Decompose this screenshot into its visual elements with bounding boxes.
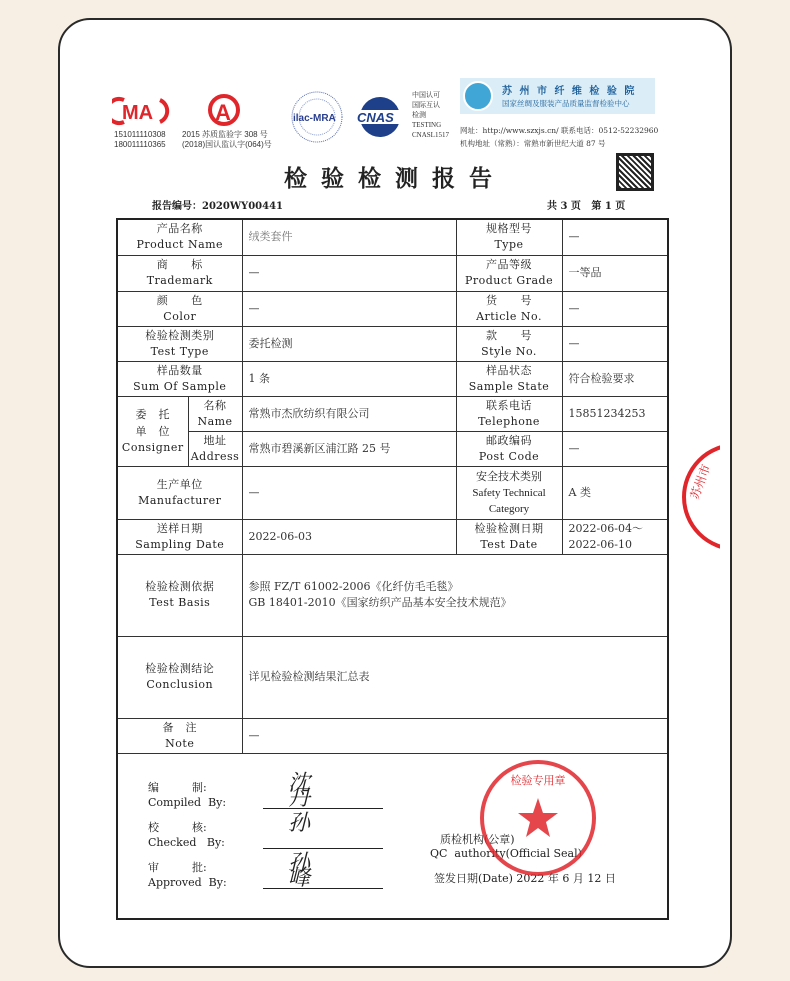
checked-by: 校 核: Checked By: 孙 xyxy=(148,820,225,850)
cnas-logo xyxy=(356,96,404,142)
style-value: — xyxy=(562,326,668,361)
safety-value: A 类 xyxy=(562,466,668,519)
safety-label: 安全技术类别 Safety Technical Category xyxy=(456,466,562,519)
post-code-label: 邮政编码 Post Code xyxy=(456,431,562,466)
report-table xyxy=(116,218,669,920)
report-number: 报告编号：2020WY00441 xyxy=(152,201,283,212)
cal-logo xyxy=(200,92,248,132)
consigner-address-value: 常熟市碧溪新区浦江路 25 号 xyxy=(242,431,456,466)
institute-banner xyxy=(460,78,655,114)
svg-text:MA: MA xyxy=(122,102,154,124)
note-label: 备 注 Note xyxy=(117,718,242,753)
institute-name: 苏 州 市 纤 维 检 验 院 xyxy=(502,86,637,97)
product-name-label: 产品名称 Product Name xyxy=(117,219,242,255)
cal-lines: 2015 苏质监验字 308 号 (2018)国认监认字(064)号 xyxy=(182,130,272,149)
cma-codes: 151011110308 180011110365 xyxy=(114,130,166,149)
article-value: — xyxy=(562,291,668,326)
telephone-value: 15851234253 xyxy=(562,396,668,431)
trademark-label: 商 标 Trademark xyxy=(117,255,242,291)
style-label: 款 号 Style No. xyxy=(456,326,562,361)
svg-text:A: A xyxy=(215,100,231,125)
sample-sum-value: 1 条 xyxy=(242,361,456,396)
cma-logo xyxy=(112,96,172,130)
test-type-label: 检验检测类别 Test Type xyxy=(117,326,242,361)
test-date-label: 检验检测日期 Test Date xyxy=(456,519,562,554)
color-value: — xyxy=(242,291,456,326)
institute-subname: 国家丝绸及服装产品质量监督检验中心 xyxy=(502,99,630,108)
consigner-name-value: 常熟市杰欣纺织有限公司 xyxy=(242,396,456,431)
compiled-by: 编 制: Compiled By: 沈丹 xyxy=(148,780,226,810)
page-count: 共 3 页 第 1 页 xyxy=(547,201,626,212)
spec-value: — xyxy=(562,219,668,255)
conclusion-value: 详见检验检测结果汇总表 xyxy=(242,636,668,718)
post-code-value: — xyxy=(562,431,668,466)
grade-value: 一等品 xyxy=(562,255,668,291)
trademark-value: — xyxy=(242,255,456,291)
manufacturer-value: — xyxy=(242,466,456,519)
sampling-date-value: 2022-06-03 xyxy=(242,519,456,554)
sampling-date-label: 送样日期 Sampling Date xyxy=(117,519,242,554)
sample-sum-label: 样品数量 Sum Of Sample xyxy=(117,361,242,396)
page-title: 检验检测报告 xyxy=(284,166,506,192)
svg-text:CNAS: CNAS xyxy=(357,110,394,125)
test-type-value: 委托检测 xyxy=(242,326,456,361)
test-basis-value: 参照 FZ/T 61002-2006《化纤仿毛毛毯》 GB 18401-2010《国家纺织产品基本安全技术规范》 xyxy=(242,554,668,636)
note-value: — xyxy=(242,718,668,753)
approved-by: 审 批: Approved By: 孙峰 xyxy=(148,860,227,890)
signature-block xyxy=(117,753,668,919)
official-seal xyxy=(478,758,598,878)
telephone-label: 联系电话 Telephone xyxy=(456,396,562,431)
svg-text:苏州市: 苏州市 xyxy=(687,462,714,502)
article-label: 货 号 Article No. xyxy=(456,291,562,326)
cnas-lines: 中国认可 国际互认 检测 TESTING CNASL1517 xyxy=(412,91,449,139)
ilac-mra-logo xyxy=(290,90,344,148)
test-basis-label: 检验检测依据 Test Basis xyxy=(117,554,242,636)
seal-label-cn: 质检机构(公章) xyxy=(440,832,515,846)
consigner-name-label: 名称 Name xyxy=(188,396,242,431)
sample-state-value: 符合检验要求 xyxy=(562,361,668,396)
consigner-label: 委 托 单 位 Consigner xyxy=(117,396,188,466)
seal-text: 检验专用章 xyxy=(510,773,566,787)
manufacturer-label: 生产单位 Manufacturer xyxy=(117,466,242,519)
seal-label-en: QC authority(Official Seal) xyxy=(430,846,582,860)
conclusion-label: 检验检测结论 Conclusion xyxy=(117,636,242,718)
issue-date: 签发日期(Date) 2022 年 6 月 12 日 xyxy=(434,871,616,885)
approved-signature: 孙峰 xyxy=(288,850,311,891)
consigner-address-label: 地址 Address xyxy=(188,431,242,466)
test-date-value: 2022-06-04～ 2022-06-10 xyxy=(562,519,668,554)
product-name-value: 绒类套件 xyxy=(242,219,456,255)
sample-state-label: 样品状态 Sample State xyxy=(456,361,562,396)
edge-seal xyxy=(680,440,720,555)
institute-emblem-icon xyxy=(463,81,493,111)
color-label: 颜 色 Color xyxy=(117,291,242,326)
compiled-signature: 沈丹 xyxy=(288,770,311,811)
spec-label: 规格型号 Type xyxy=(456,219,562,255)
institute-contact: 网址：http://www.szxjs.cn/ 联系电话：0512-52232960 机构地址（常熟）：常熟市新世纪大道 87 号 xyxy=(460,126,659,148)
svg-text:ilac-MRA: ilac-MRA xyxy=(293,113,336,124)
grade-label: 产品等级 Product Grade xyxy=(456,255,562,291)
checked-signature: 孙 xyxy=(288,810,311,836)
